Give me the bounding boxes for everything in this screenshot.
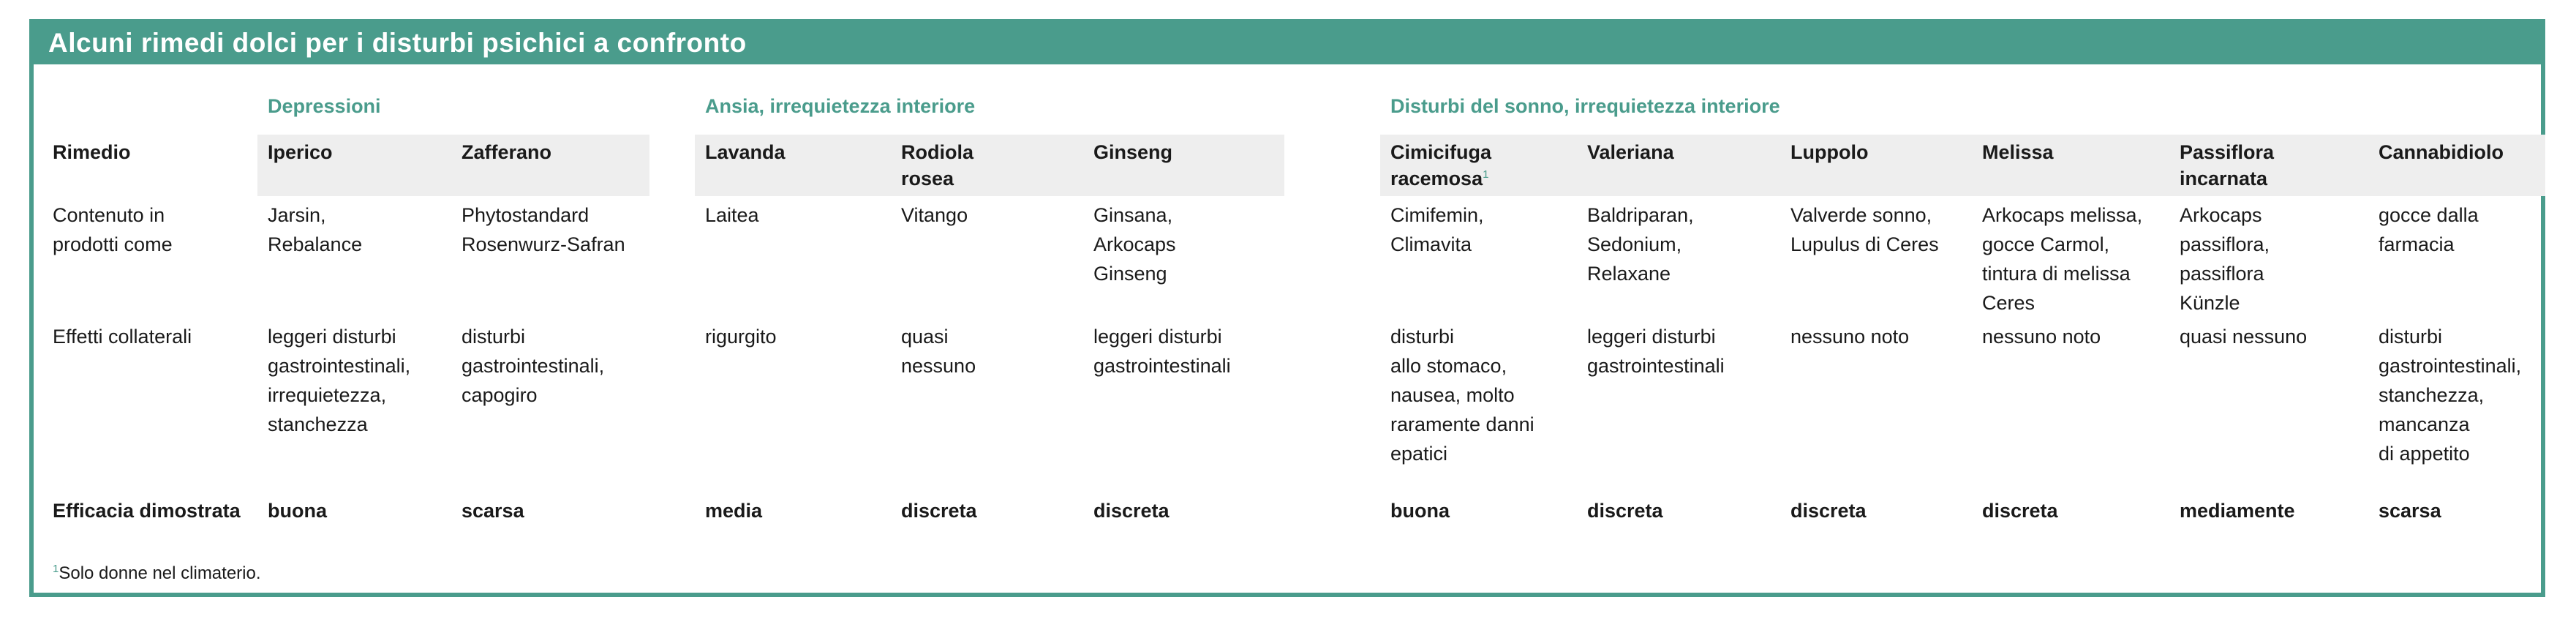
cell-line: allo stomaco, xyxy=(1390,355,1507,377)
cell-line xyxy=(901,139,973,165)
cell-line: disturbi xyxy=(462,326,526,348)
row-label-effetti: Effetti collaterali xyxy=(53,326,192,348)
cell-line xyxy=(1390,165,1491,192)
products-cell xyxy=(2180,200,2270,318)
cell-line: di appetito xyxy=(2379,443,2470,465)
efficacy-cell: discreta xyxy=(1982,500,2058,522)
cell-line: Baldriparan, xyxy=(1587,204,1694,226)
efficacy-cell: discreta xyxy=(1790,500,1867,522)
products-cell xyxy=(2379,200,2479,259)
title-bar xyxy=(34,23,2541,64)
cell-line: farmacia xyxy=(2379,233,2455,255)
cell-line xyxy=(1982,139,2054,165)
cell-line xyxy=(1587,139,1674,165)
efficacy-cell: discreta xyxy=(1093,500,1170,522)
cell-line: leggeri disturbi xyxy=(268,326,396,348)
side-effects-cell xyxy=(2180,322,2307,351)
remedy-name-text: incarnata xyxy=(2180,168,2268,190)
remedy-name-text: Ginseng xyxy=(1093,141,1173,163)
cell-line: gocce dalla xyxy=(2379,204,2479,226)
cell-line: stanchezza xyxy=(268,413,368,435)
side-effects-cell xyxy=(462,322,604,410)
cell-line: Cimifemin, xyxy=(1390,204,1484,226)
cell-line: raramente danni xyxy=(1390,413,1534,435)
cell-line: Vitango xyxy=(901,204,968,226)
group-label-1: Depressioni xyxy=(268,95,381,117)
products-cell xyxy=(1790,200,1939,259)
efficacy-cell: buona xyxy=(268,500,327,522)
cell-line xyxy=(268,139,333,165)
cell-line: passiflora, xyxy=(2180,233,2270,255)
remedy-name xyxy=(1093,139,1172,165)
remedy-name-text: Cannabidiolo xyxy=(2379,141,2504,163)
header-band-3 xyxy=(1380,135,2545,196)
side-effects-cell xyxy=(1790,322,1909,351)
cell-line: Jarsin, xyxy=(268,204,326,226)
remedy-name xyxy=(1790,139,1868,165)
cell-line: leggeri disturbi xyxy=(1093,326,1222,348)
efficacy-cell: scarsa xyxy=(2379,500,2441,522)
remedy-name-text: Zafferano xyxy=(462,141,552,163)
cell-line: tintura di melissa xyxy=(1982,263,2131,285)
footnote xyxy=(53,563,261,584)
remedy-name xyxy=(462,139,551,165)
cell-line xyxy=(705,139,786,165)
page-title: Alcuni rimedi dolci per i disturbi psichici a confronto xyxy=(48,28,747,58)
cell-line: Ginseng xyxy=(1093,263,1167,285)
cell-line: gastrointestinali xyxy=(1587,355,1725,377)
cell-line: Valverde sonno, xyxy=(1790,204,1932,226)
cell-line: nessuno noto xyxy=(1790,326,1910,348)
remedy-name xyxy=(901,139,973,192)
row-label-contenuto xyxy=(53,200,173,259)
cell-line: nausea, molto xyxy=(1390,384,1515,406)
remedy-name xyxy=(1390,139,1491,192)
footnote-marker: 1 xyxy=(1483,168,1489,181)
remedy-name-text: Melissa xyxy=(1982,141,2054,163)
cell-line: Climavita xyxy=(1390,233,1472,255)
cell-line: stanchezza, xyxy=(2379,384,2485,406)
group-label-2: Ansia, irrequietezza interiore xyxy=(705,95,976,117)
cell-line: capogiro xyxy=(462,384,538,406)
remedy-name xyxy=(1587,139,1674,165)
cell-line xyxy=(1390,139,1491,165)
remedy-name-text: Luppolo xyxy=(1790,141,1869,163)
efficacy-cell: buona xyxy=(1390,500,1450,522)
row-label-efficacia: Efficacia dimostrata xyxy=(53,500,241,522)
cell-line: Rosenwurz-Safran xyxy=(462,233,625,255)
cell-line: Laitea xyxy=(705,204,759,226)
comparison-table-frame xyxy=(29,19,2545,597)
side-effects-cell xyxy=(901,322,976,380)
remedy-name-text: Iperico xyxy=(268,141,333,163)
cell-line: prodotti come xyxy=(53,233,173,255)
cell-line: Lupulus di Ceres xyxy=(1790,233,1939,255)
side-effects-cell xyxy=(1390,322,1534,468)
side-effects-cell xyxy=(2379,322,2521,468)
side-effects-cell xyxy=(705,322,777,351)
remedy-name-text: Valeriana xyxy=(1587,141,1674,163)
cell-line: Contenuto in xyxy=(53,204,165,226)
remedy-name xyxy=(2180,139,2274,192)
remedy-name-text: Lavanda xyxy=(705,141,786,163)
efficacy-cell: discreta xyxy=(901,500,977,522)
remedy-name-text: Cimicifuga xyxy=(1390,141,1492,163)
cell-line: gastrointestinali, xyxy=(462,355,605,377)
cell-line xyxy=(1093,139,1172,165)
cell-line: rigurgito xyxy=(705,326,777,348)
cell-line: Künzle xyxy=(2180,292,2240,314)
cell-line: Phytostandard xyxy=(462,204,590,226)
products-cell xyxy=(1390,200,1484,259)
cell-line xyxy=(1790,139,1868,165)
products-cell xyxy=(1093,200,1176,288)
efficacy-cell: discreta xyxy=(1587,500,1663,522)
products-cell xyxy=(705,200,759,230)
cell-line xyxy=(901,165,973,192)
group-label-3: Disturbi del sonno, irrequietezza interiore xyxy=(1390,95,1780,117)
cell-line: passiflora xyxy=(2180,263,2264,285)
remedy-name-text: Rodiola xyxy=(901,141,973,163)
side-effects-cell xyxy=(1093,322,1231,380)
cell-line: quasi xyxy=(901,326,949,348)
remedy-name-text: Passiflora xyxy=(2180,141,2275,163)
products-cell xyxy=(268,200,362,259)
products-cell xyxy=(1982,200,2142,318)
cell-line: irrequietezza, xyxy=(268,384,387,406)
cell-line xyxy=(2379,139,2504,165)
cell-line: quasi nessuno xyxy=(2180,326,2308,348)
cell-line: gastrointestinali, xyxy=(268,355,411,377)
remedy-name-text: rosea xyxy=(901,168,954,190)
cell-line: leggeri disturbi xyxy=(1587,326,1716,348)
remedy-name-text: racemosa xyxy=(1390,168,1483,190)
products-cell xyxy=(1587,200,1694,288)
cell-line: nessuno noto xyxy=(1982,326,2101,348)
row-label-rimedio xyxy=(53,139,131,165)
cell-line: Arkocaps xyxy=(1093,233,1176,255)
cell-line: Ceres xyxy=(1982,292,2035,314)
footnote-text: Solo donne nel climaterio. xyxy=(59,563,261,583)
products-cell xyxy=(901,200,968,230)
side-effects-cell xyxy=(268,322,410,439)
cell-line: gocce Carmol, xyxy=(1982,233,2110,255)
efficacy-cell: media xyxy=(705,500,763,522)
cell-line: Ginsana, xyxy=(1093,204,1173,226)
cell-line xyxy=(2180,165,2274,192)
cell-line: epatici xyxy=(1390,443,1448,465)
cell-line: Relaxane xyxy=(1587,263,1671,285)
cell-line: Sedonium, xyxy=(1587,233,1682,255)
remedy-name xyxy=(1982,139,2054,165)
cell-line: nessuno xyxy=(901,355,976,377)
products-cell xyxy=(462,200,625,259)
footnote-marker: 1 xyxy=(53,563,59,575)
remedy-name xyxy=(268,139,333,165)
efficacy-cell: mediamente xyxy=(2180,500,2295,522)
cell-line: Arkocaps xyxy=(2180,204,2262,226)
cell-line: gastrointestinali xyxy=(1093,355,1231,377)
remedy-name xyxy=(2379,139,2504,165)
side-effects-cell xyxy=(1982,322,2101,351)
cell-line: Arkocaps melissa, xyxy=(1982,204,2143,226)
side-effects-cell xyxy=(1587,322,1725,380)
cell-line: mancanza xyxy=(2379,413,2470,435)
cell-line: Rimedio xyxy=(53,141,131,163)
cell-line xyxy=(2180,139,2274,165)
cell-line: Rebalance xyxy=(268,233,363,255)
remedy-name xyxy=(705,139,786,165)
efficacy-cell: scarsa xyxy=(462,500,524,522)
cell-line: disturbi xyxy=(2379,326,2443,348)
cell-line: gastrointestinali, xyxy=(2379,355,2522,377)
cell-line xyxy=(462,139,551,165)
cell-line: disturbi xyxy=(1390,326,1455,348)
